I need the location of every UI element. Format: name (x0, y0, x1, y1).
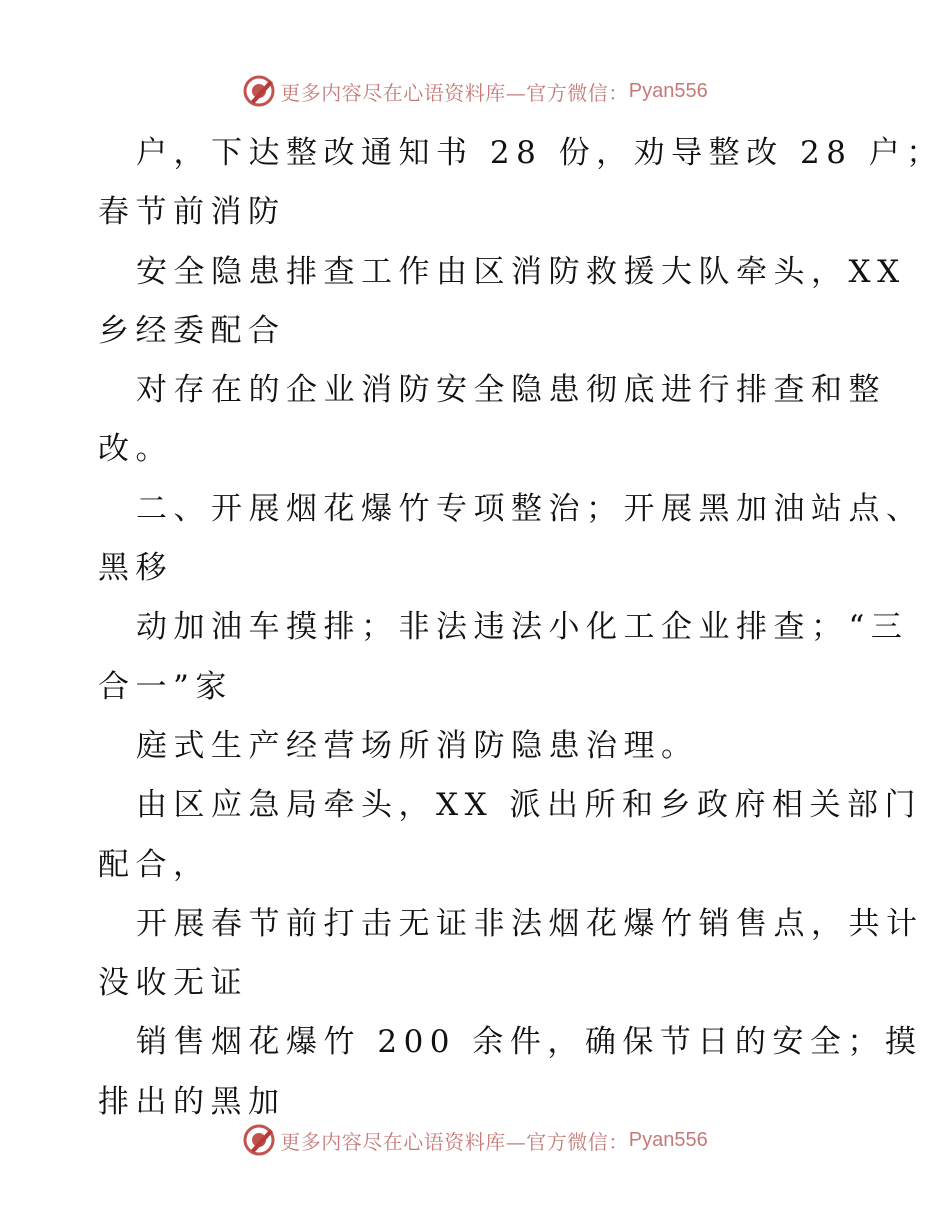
watermark-brand: Pyan556 (628, 79, 708, 102)
footer-watermark (0, 1120, 950, 1160)
text-line: 销售烟花爆竹 200 余件，确保节日的安全；摸 (136, 1024, 923, 1061)
watermark-brand: Pyan556 (628, 1128, 708, 1151)
text-line: 户，下达整改通知书 28 份，劝导整改 28 户； (136, 135, 944, 171)
text-line: 由区应急局牵头，XX 派出所和乡政府相关部门 (136, 787, 922, 824)
text-line: 对存在的企业消防安全隐患彻底进行排查和整 (136, 372, 886, 409)
text-line: 安全隐患排查工作由区消防救援大队牵头，XX (136, 253, 906, 290)
text-line: 动加油车摸排；非法违法小化工企业排查；“三 (136, 609, 909, 646)
header-watermark (0, 71, 950, 111)
text-line: 没收无证 (98, 965, 248, 1002)
text-line: 庭式生产经营场所消防隐患治理。 (136, 727, 699, 764)
text-line: 排出的黑加 (98, 1083, 286, 1120)
text-line: 配合， (98, 846, 211, 883)
pen-logo-icon (242, 1123, 276, 1157)
watermark-text: 更多内容尽在心语资料库—官方微信： (280, 80, 629, 105)
watermark-text: 更多内容尽在心语资料库—官方微信： (280, 1129, 629, 1154)
text-line: 开展春节前打击无证非法烟花爆竹销售点，共计 (136, 905, 924, 942)
text-line: 春节前消防 (98, 194, 286, 231)
text-line: 黑移 (98, 550, 173, 587)
pen-logo-icon (242, 74, 276, 108)
document-body (98, 124, 944, 1132)
text-line: 二、开展烟花爆竹专项整治；开展黑加油站点、 (136, 490, 924, 527)
text-line: 合一”家 (98, 668, 233, 705)
text-line: 乡经委配合 (98, 312, 286, 349)
text-line: 改。 (98, 431, 173, 468)
